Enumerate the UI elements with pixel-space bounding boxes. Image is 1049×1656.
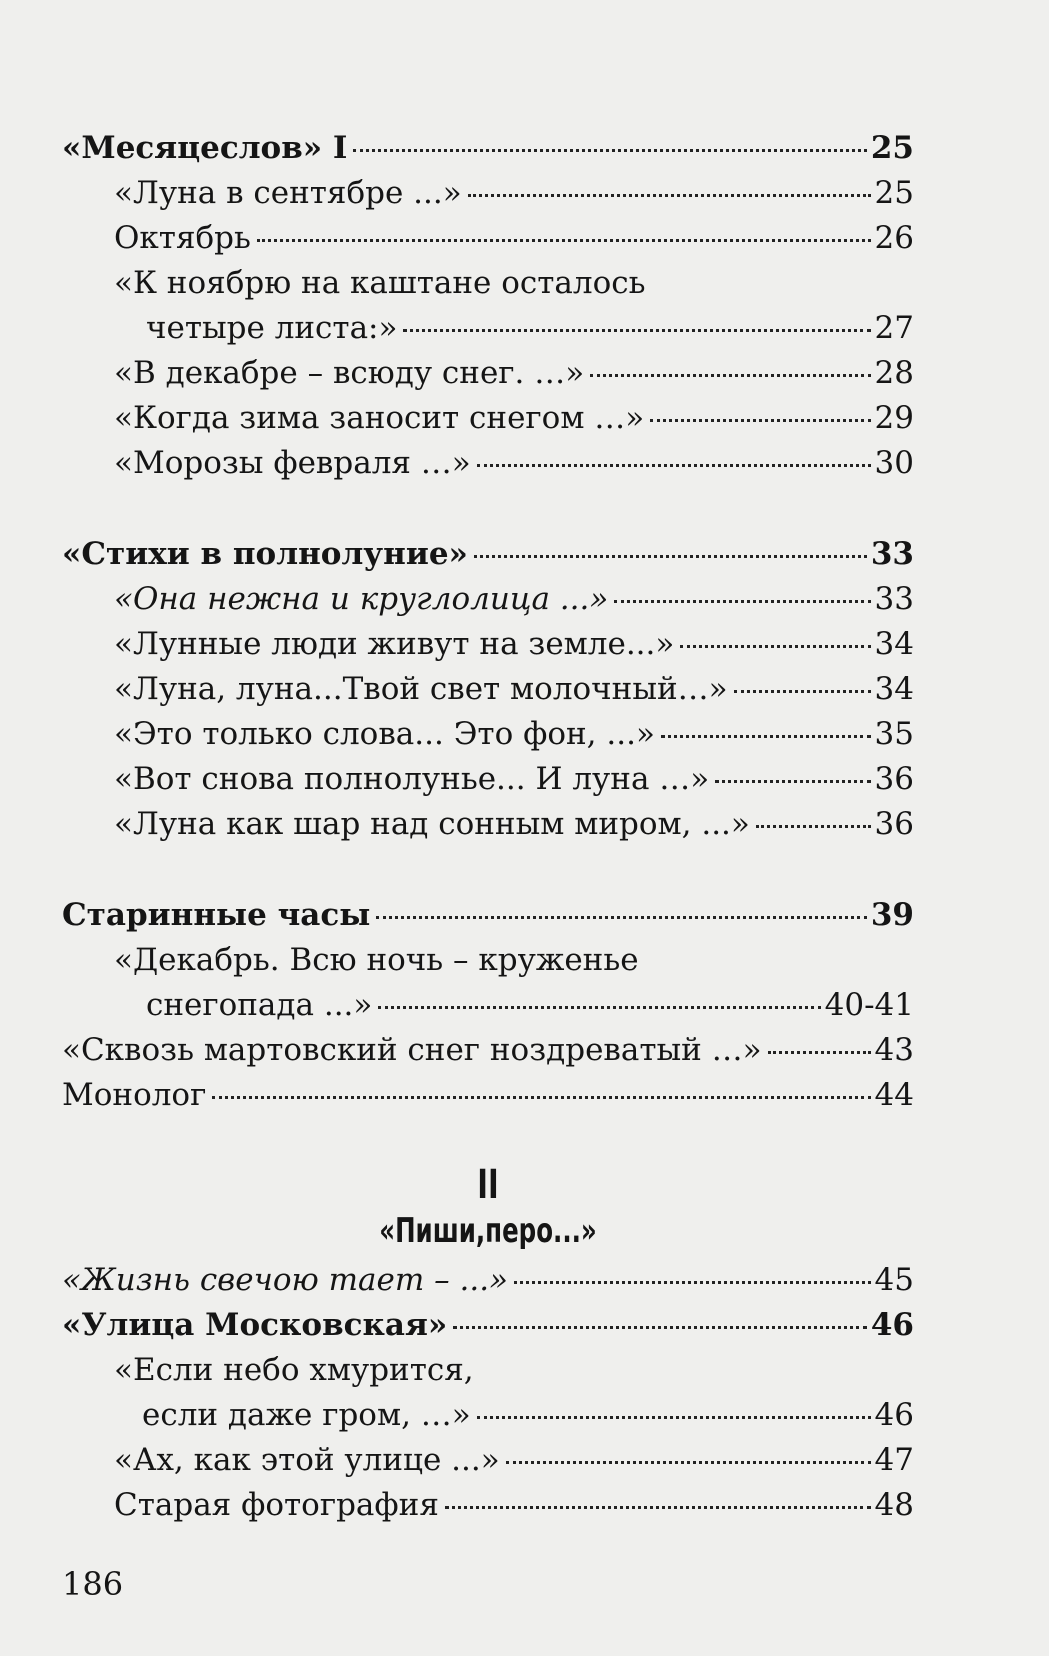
- toc-entry[interactable]: [62, 983, 914, 1028]
- toc-page-number: 34: [874, 626, 914, 662]
- leader-dots: [715, 780, 870, 783]
- leader-dots: [477, 1416, 871, 1419]
- toc-entry[interactable]: [62, 351, 914, 396]
- leader-dots: [453, 1326, 867, 1329]
- toc-page-number: 45: [874, 1262, 914, 1298]
- toc-entry[interactable]: [62, 1393, 914, 1438]
- toc-page-number: 28: [874, 355, 914, 391]
- toc-page-number: 47: [874, 1442, 914, 1478]
- toc-page-number: 40-41: [824, 987, 914, 1023]
- leader-dots: [353, 149, 866, 152]
- leader-dots: [734, 690, 871, 693]
- toc-page-number: 33: [870, 536, 914, 572]
- toc-title: «Сквозь мартовский снег ноздреватый …»: [62, 1032, 762, 1068]
- toc-title: «Морозы февраля …»: [114, 445, 471, 481]
- leader-dots: [378, 1006, 820, 1009]
- toc-entry[interactable]: [62, 1258, 914, 1303]
- toc-title: «Луна в сентябре ...»: [114, 175, 462, 211]
- section-spacer: [62, 486, 914, 532]
- leader-dots: [403, 329, 870, 332]
- toc-entry-first-line[interactable]: «К ноябрю на каштане осталось: [114, 265, 646, 301]
- toc-entry[interactable]: [62, 396, 914, 441]
- toc-entry[interactable]: [62, 1483, 914, 1528]
- table-of-contents: [62, 126, 914, 1528]
- leader-dots: [474, 555, 867, 558]
- toc-page-number: 27: [874, 310, 914, 346]
- leader-dots: [257, 239, 871, 242]
- leader-dots: [614, 600, 870, 603]
- toc-section-heading[interactable]: [62, 893, 914, 938]
- toc-title: снегопада ...»: [146, 987, 373, 1023]
- toc-title: «Луна как шар над сонным миром, ...»: [114, 806, 750, 842]
- toc-entry[interactable]: [62, 577, 914, 622]
- toc-entry[interactable]: [62, 802, 914, 847]
- toc-page-number: 46: [870, 1307, 914, 1343]
- toc-page-number: 26: [874, 220, 914, 256]
- leader-dots: [661, 735, 871, 738]
- toc-entry[interactable]: [62, 1073, 914, 1118]
- toc-entry[interactable]: [62, 1028, 914, 1073]
- leader-dots: [768, 1051, 871, 1054]
- part-number: II: [477, 1162, 499, 1208]
- leader-dots: [650, 419, 870, 422]
- leader-dots: [590, 374, 870, 377]
- section-spacer: [62, 1118, 914, 1162]
- toc-page-number: 25: [870, 130, 914, 166]
- toc-entry[interactable]: [62, 441, 914, 486]
- leader-dots: [212, 1096, 870, 1099]
- leader-dots: [468, 194, 871, 197]
- toc-page-number: 36: [874, 761, 914, 797]
- toc-page-number: 43: [874, 1032, 914, 1068]
- toc-title: «Она нежна и круглолица ...»: [114, 581, 609, 617]
- toc-title: если даже гром, …»: [142, 1397, 471, 1433]
- toc-title: «В декабре – всюду снег. …»: [114, 355, 585, 391]
- toc-title: четыре листа:»: [146, 310, 398, 346]
- toc-page-number: 44: [874, 1077, 914, 1113]
- toc-page-number: 35: [874, 716, 914, 752]
- toc-entry[interactable]: [62, 757, 914, 802]
- toc-title: «Месяцеслов» I: [62, 130, 348, 166]
- toc-page-number: 39: [870, 897, 914, 933]
- toc-title: Монолог: [62, 1077, 207, 1113]
- toc-page-number: 25: [874, 175, 914, 211]
- toc-page-number: 36: [874, 806, 914, 842]
- toc-entry[interactable]: [62, 171, 914, 216]
- toc-title: «Луна, луна...Твой свет молочный…»: [114, 671, 728, 707]
- leader-dots: [477, 464, 871, 467]
- section-spacer: [62, 847, 914, 893]
- toc-title: «Вот снова полнолунье... И луна …»: [114, 761, 710, 797]
- toc-entry[interactable]: [62, 216, 914, 261]
- leader-dots: [506, 1461, 871, 1464]
- toc-section-heading[interactable]: [62, 126, 914, 171]
- toc-section-heading[interactable]: [62, 532, 914, 577]
- toc-page-number: 48: [874, 1487, 914, 1523]
- toc-entry-first-line[interactable]: «Декабрь. Всю ночь – круженье: [114, 942, 639, 978]
- toc-entry[interactable]: [62, 1438, 914, 1483]
- toc-entry[interactable]: [62, 712, 914, 757]
- toc-entry[interactable]: [62, 622, 914, 667]
- toc-section-heading[interactable]: [62, 1303, 914, 1348]
- leader-dots: [514, 1281, 871, 1284]
- toc-title: Старая фотография: [114, 1487, 439, 1523]
- toc-title: «Жизнь свечою тает – ...»: [62, 1262, 509, 1298]
- leader-dots: [756, 825, 871, 828]
- toc-title: «Стихи в полнолуние»: [62, 536, 468, 572]
- toc-page-number: 34: [874, 671, 914, 707]
- toc-title: «Ах, как этой улице ...»: [114, 1442, 500, 1478]
- toc-page-number: 30: [874, 445, 914, 481]
- leader-dots: [376, 916, 867, 919]
- toc-title: «Улица Московская»: [62, 1307, 448, 1343]
- toc-page-number: 29: [874, 400, 914, 436]
- toc-entry[interactable]: [62, 306, 914, 351]
- toc-page-number: 46: [874, 1397, 914, 1433]
- toc-entry[interactable]: [62, 667, 914, 712]
- toc-title: «Лунные люди живут на земле...»: [114, 626, 675, 662]
- leader-dots: [445, 1506, 871, 1509]
- toc-title: «Это только слова... Это фон, ...»: [114, 716, 655, 752]
- toc-title: Октябрь: [114, 220, 251, 256]
- toc-entry-first-line[interactable]: «Если небо хмурится,: [114, 1352, 474, 1388]
- toc-title: Старинные часы: [62, 897, 371, 933]
- toc-page-number: 33: [874, 581, 914, 617]
- leader-dots: [680, 645, 870, 648]
- page-number-folio: 186: [62, 1565, 124, 1603]
- toc-title: «Когда зима заносит снегом …»: [114, 400, 645, 436]
- part-title: «Пиши,перо...»: [379, 1211, 597, 1251]
